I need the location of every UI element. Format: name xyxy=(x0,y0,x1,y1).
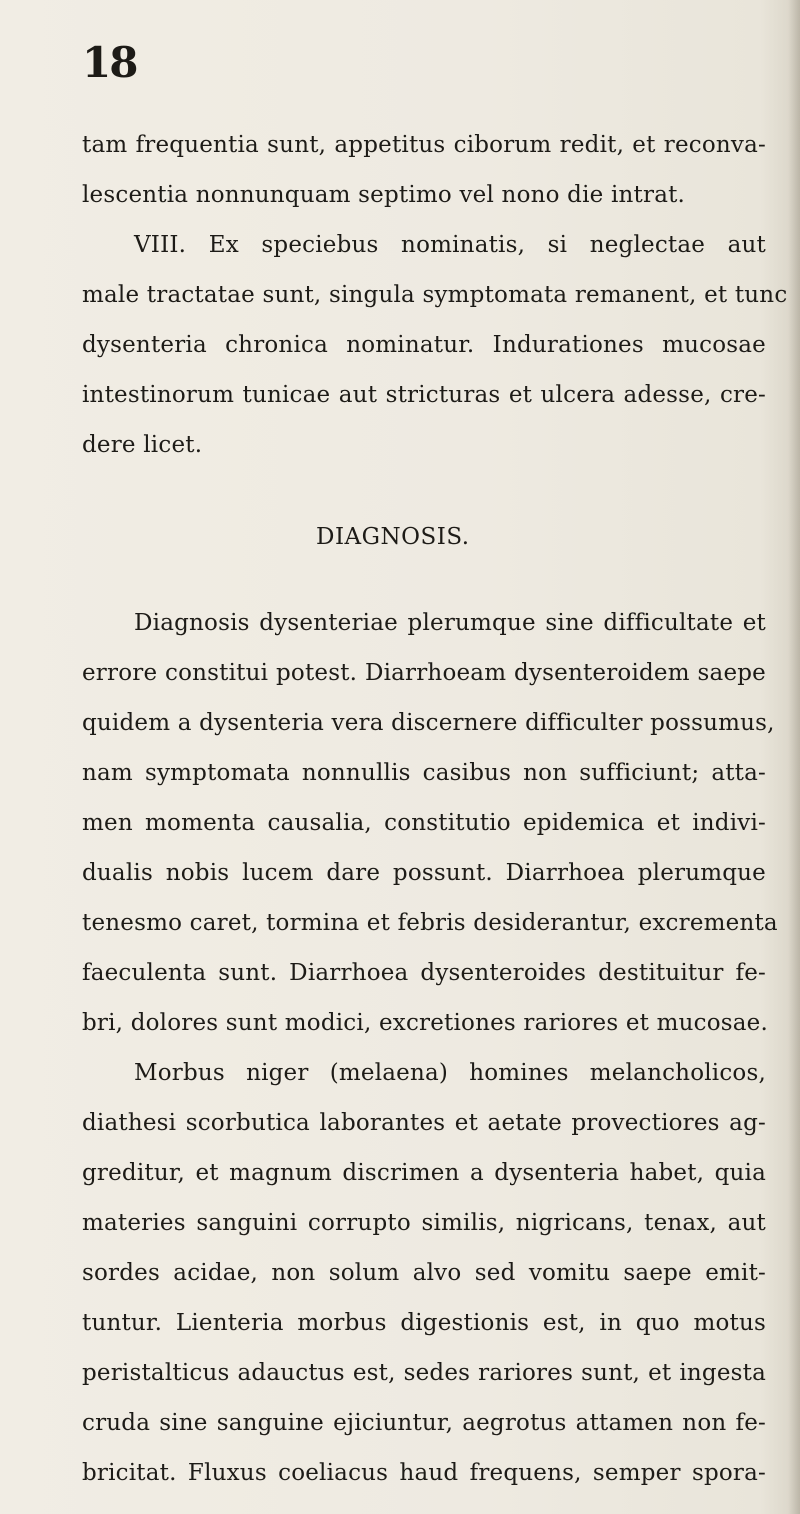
text-line: greditur, et magnum discrimen a dysenteria habet, quia xyxy=(82,1160,766,1186)
text-line: VIII. Ex speciebus nominatis, si neglectae aut xyxy=(134,232,766,258)
text-line: diathesi scorbutica laborantes et aetate provectiores ag- xyxy=(82,1110,766,1136)
text-line: Morbus niger (melaena) homines melancholicos, xyxy=(134,1060,766,1086)
text-line: materies sanguini corrupto similis, nigricans, tenax, aut xyxy=(82,1210,766,1236)
text-line: peristalticus adauctus est, sedes rariores sunt, et ingesta xyxy=(82,1360,766,1386)
text-line: dualis nobis lucem dare possunt. Diarrhoea plerumque xyxy=(82,860,766,886)
text-line: Diagnosis dysenteriae plerumque sine difficultate et xyxy=(134,610,766,636)
text-line: lescentia nonnunquam septimo vel nono die intrat. xyxy=(82,182,686,208)
text-line: faeculenta sunt. Diarrhoea dysenteroides destituitur fe- xyxy=(82,960,766,986)
text-line: male tractatae sunt, singula symptomata remanent, et tunc xyxy=(82,282,788,308)
text-line: dysenteria chronica nominatur. Indurationes mucosae xyxy=(82,332,766,358)
text-line: errore constitui potest. Diarrhoeam dysenteroidem saepe xyxy=(82,660,766,686)
text-line: tuntur. Lienteria morbus digestionis est, in quo motus xyxy=(82,1310,766,1336)
page-edge-shadow xyxy=(788,0,800,1514)
text-line: tenesmo caret, tormina et febris desiderantur, excrementa xyxy=(82,910,778,936)
page-number: 18 xyxy=(82,38,137,87)
text-line: nam symptomata nonnullis casibus non sufficiunt; atta- xyxy=(82,760,766,786)
section-heading: DIAGNOSIS. xyxy=(316,524,470,550)
text-line: bri, dolores sunt modici, excretiones rariores et mucosae. xyxy=(82,1010,769,1036)
text-line: cruda sine sanguine ejiciuntur, aegrotus attamen non fe- xyxy=(82,1410,766,1436)
text-line: men momenta causalia, constitutio epidemica et indivi- xyxy=(82,810,766,836)
text-line: intestinorum tunicae aut stricturas et ulcera adesse, cre- xyxy=(82,382,766,408)
text-line: quidem a dysenteria vera discernere difficulter possumus, xyxy=(82,710,775,736)
text-line: tam frequentia sunt, appetitus ciborum redit, et reconva- xyxy=(82,132,766,158)
text-line: sordes acidae, non solum alvo sed vomitu saepe emit- xyxy=(82,1260,766,1286)
text-line: dere licet. xyxy=(82,432,203,458)
text-line: bricitat. Fluxus coeliacus haud frequens, semper spora- xyxy=(82,1460,766,1486)
